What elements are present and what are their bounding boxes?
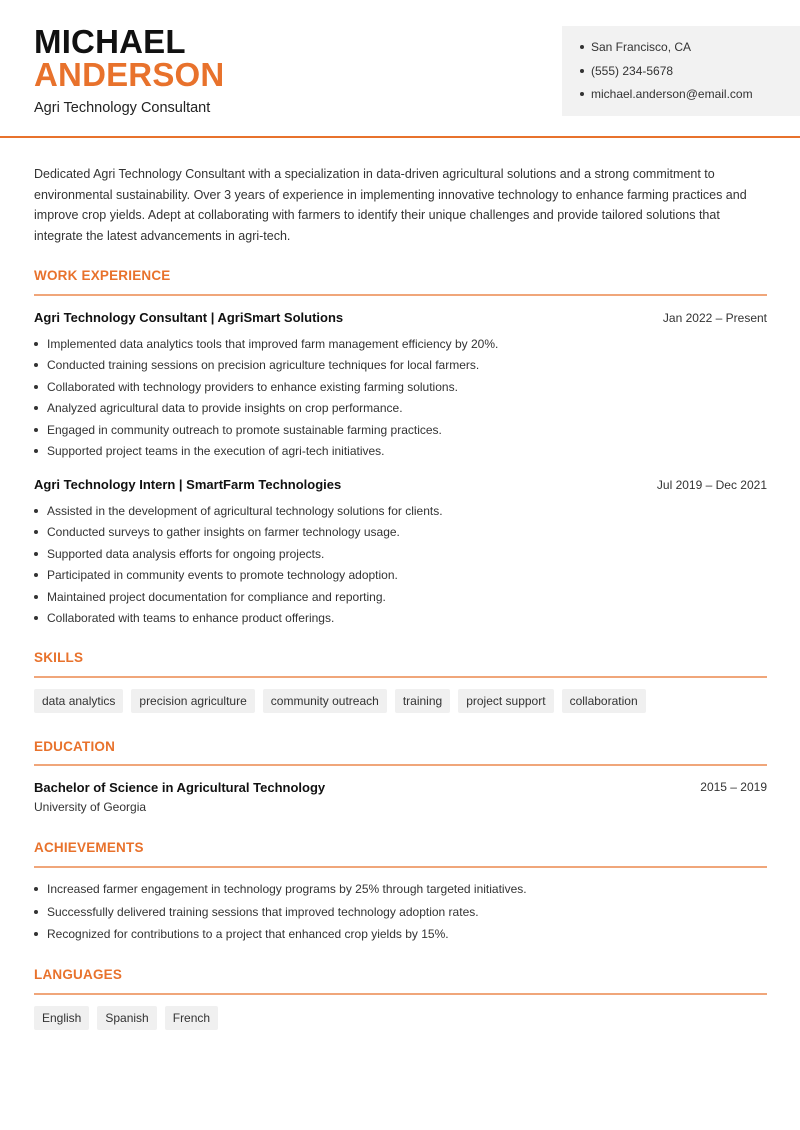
skill-chip: training (395, 689, 450, 713)
list-item (34, 357, 769, 378)
bullet-text: Participated in community events to promote technology adoption. (47, 568, 398, 583)
achievements-list (34, 881, 769, 949)
skill-chip: community outreach (263, 689, 387, 713)
bullet-icon (34, 552, 38, 556)
list-item (34, 567, 769, 588)
section-divider (34, 993, 767, 995)
languages-list (34, 1006, 218, 1030)
job-title: Agri Technology Consultant (34, 100, 211, 116)
skill-chip: collaboration (562, 689, 646, 713)
school-name: University of Georgia (34, 800, 147, 814)
bullet-icon (34, 573, 38, 577)
bullet-text: Supported project teams in the execution of agri-tech initiatives. (47, 443, 385, 458)
contact-box (562, 26, 800, 116)
bullet-icon (34, 449, 38, 453)
list-item (34, 379, 769, 400)
bullet-text: Conducted surveys to gather insights on farmer technology usage. (47, 525, 400, 540)
skill-chip: data analytics (34, 689, 123, 713)
section-title-work: WORK EXPERIENCE (34, 268, 171, 283)
bullet-icon (580, 45, 584, 49)
summary: Dedicated Agri Technology Consultant with a specialization in data-driven agricultural solutions and a strong commitment to environmental sustainability. Over 3 years of experience in implementing innovative technology to enhance farming practices and improve crop yields. Adept at collaborating with farmers to identify their unique challenges and provide tailored solutions that integrate the latest advancements in agri-tech. (34, 167, 747, 243)
list-item (34, 926, 769, 949)
section-title-skills: SKILLS (34, 650, 84, 665)
list-item (34, 589, 769, 610)
list-item (34, 443, 769, 464)
degree-title: Bachelor of Science in Agricultural Technology (34, 780, 326, 795)
section-title-languages: LANGUAGES (34, 967, 123, 982)
list-item (34, 904, 769, 927)
skill-chip: precision agriculture (131, 689, 254, 713)
contact-email (580, 86, 800, 110)
list-item (34, 546, 769, 567)
language-chip: English (34, 1006, 89, 1030)
bullet-icon (34, 428, 38, 432)
bullet-text: Maintained project documentation for compliance and reporting. (47, 589, 386, 604)
job-dates-1: Jan 2022 – Present (662, 311, 767, 325)
location-text: San Francisco, CA (591, 40, 692, 54)
contact-location (580, 39, 800, 63)
list-item (34, 524, 769, 545)
skill-chip: project support (458, 689, 553, 713)
bullet-icon (34, 342, 38, 346)
phone-text: (555) 234-5678 (591, 63, 674, 78)
bullet-icon (34, 363, 38, 367)
language-chip: French (165, 1006, 218, 1030)
bullet-icon (34, 406, 38, 410)
skills-list (34, 689, 646, 713)
section-divider (34, 294, 767, 296)
education-dates: 2015 – 2019 (700, 780, 767, 794)
bullet-icon (34, 385, 38, 389)
bullet-icon (580, 69, 584, 73)
bullet-text: Engaged in community outreach to promote sustainable farming practices. (47, 422, 442, 437)
list-item (34, 610, 769, 631)
bullet-icon (580, 92, 584, 96)
email-text[interactable]: michael.anderson@email.com (591, 87, 753, 101)
language-chip: Spanish (97, 1006, 156, 1030)
bullet-text: Collaborated with technology providers to enhance existing farming solutions. (47, 379, 458, 394)
section-divider (34, 866, 767, 868)
bullet-text: Successfully delivered training sessions that improved technology adoption rates. (47, 904, 479, 919)
bullet-text: Recognized for contributions to a project that enhanced crop yields by 15%. (47, 927, 449, 942)
bullet-text: Implemented data analytics tools that improved farm management efficiency by 20%. (47, 337, 499, 351)
list-item (34, 503, 769, 524)
bullet-text: Assisted in the development of agricultural technology solutions for clients. (47, 504, 443, 518)
job-title-1: Agri Technology Consultant | AgriSmart Solutions (34, 310, 344, 325)
job-bullets-1 (34, 336, 769, 464)
first-name: MICHAEL (34, 23, 186, 60)
resume-header (0, 0, 800, 138)
section-title-achievements: ACHIEVEMENTS (34, 840, 144, 855)
bullet-icon (34, 887, 38, 891)
job-bullets-2 (34, 503, 769, 631)
list-item (34, 336, 769, 357)
bullet-icon (34, 932, 38, 936)
list-item (34, 400, 769, 421)
bullet-icon (34, 595, 38, 599)
job-title-2: Agri Technology Intern | SmartFarm Technologies (34, 477, 342, 492)
bullet-icon (34, 530, 38, 534)
section-title-education: EDUCATION (34, 739, 116, 754)
last-name: ANDERSON (34, 56, 225, 93)
bullet-text: Analyzed agricultural data to provide insights on crop performance. (47, 401, 403, 416)
section-divider (34, 764, 767, 766)
section-divider (34, 676, 767, 678)
bullet-text: Supported data analysis efforts for ongoing projects. (47, 546, 325, 561)
bullet-icon (34, 910, 38, 914)
list-item (34, 881, 769, 904)
bullet-text: Increased farmer engagement in technology programs by 25% through targeted initiatives. (47, 882, 527, 896)
contact-phone (580, 63, 800, 87)
list-item (34, 422, 769, 443)
bullet-text: Collaborated with teams to enhance product offerings. (47, 610, 335, 625)
job-dates-2: Jul 2019 – Dec 2021 (656, 478, 767, 492)
bullet-text: Conducted training sessions on precision agriculture techniques for local farmers. (47, 358, 480, 373)
bullet-icon (34, 509, 38, 513)
bullet-icon (34, 616, 38, 620)
